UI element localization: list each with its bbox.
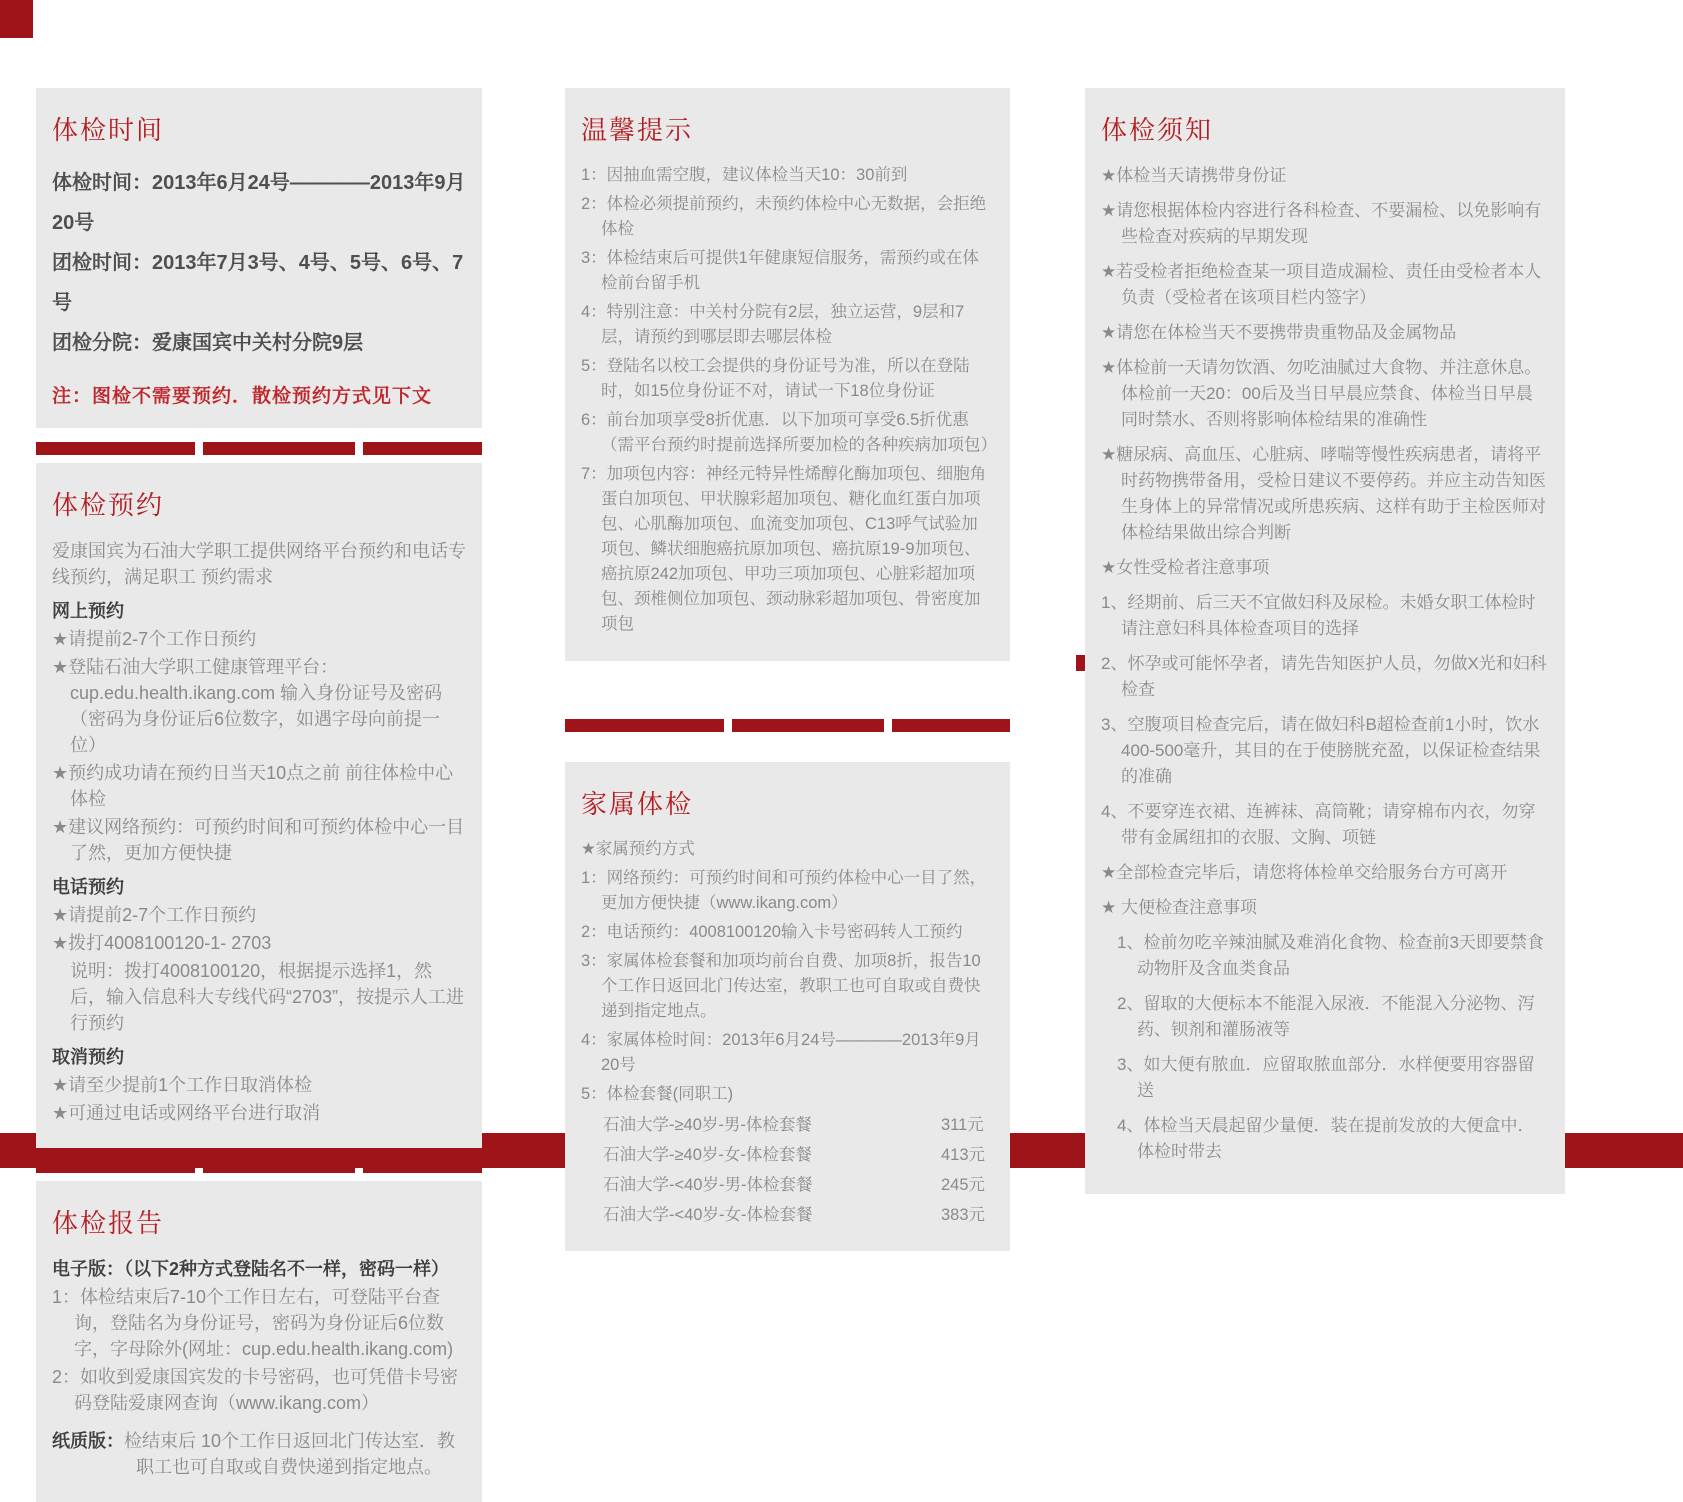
section-title-family-exam: 家属体检 [581, 789, 694, 819]
tip-item: 4：特别注意：中关村分院有2层，独立运营，9层和7层，请预约到哪层即去哪层体检 [581, 303, 965, 346]
section-title-exam-notice: 体检须知 [1101, 115, 1214, 145]
notice-item: 1、经期前、后三天不宜做妇科及尿检。未婚女职工体检时请注意妇科具体检查项目的选择 [1101, 593, 1536, 638]
stool-item: 3、如大便有脓血．应留取脓血部分．水样便要用容器留送 [1117, 1055, 1535, 1100]
online-booking-heading: 网上预约 [52, 601, 124, 621]
package-price: 383元 [941, 1206, 986, 1224]
stool-item: 2、留取的大便标本不能混入尿液．不能混入分泌物、泻药、钡剂和灌肠液等 [1117, 994, 1535, 1039]
notice-item: ★请您在体检当天不要携带贵重物品及金属物品 [1101, 323, 1457, 342]
family-item: 1：网络预约：可预约时间和可预约体检中心一目了然，更加方便快捷（www.ikang.com） [581, 869, 987, 912]
divider-segment [363, 442, 482, 455]
cancel-booking-item: ★请至少提前1个工作日取消体检 [52, 1075, 313, 1095]
notice-item: ★请您根据体检内容进行各科检查、不要漏检、以免影响有些检查对疾病的早期发现 [1101, 201, 1542, 246]
middle-column [565, 88, 1010, 1251]
divider-bar [36, 442, 482, 455]
package-price: 245元 [941, 1176, 986, 1194]
schedule-note: 注：图检不需要预约．散检预约方式见下文 [52, 386, 433, 407]
package-name: 石油大学-≥40岁-男-体检套餐 [603, 1116, 812, 1134]
notice-item: ★糖尿病、高血压、心脏病、哮喘等慢性疾病患者，请将平时药物携带备用，受检日建议不要停药。并应主动告知医生身体上的异常情况或所患疾病、这样有助于主检医师对体检结果做出综合判断 [1101, 445, 1546, 542]
online-booking-item: ★请提前2-7个工作日预约 [52, 629, 257, 649]
package-name: 石油大学-<40岁-男-体检套餐 [603, 1176, 813, 1194]
package-name: 石油大学-<40岁-女-体检套餐 [603, 1206, 813, 1224]
divider-segment [203, 442, 355, 455]
divider-segment [363, 1160, 482, 1173]
section-exam-booking [36, 463, 482, 1148]
paper-report-label: 纸质版： [52, 1431, 124, 1451]
tip-item: 3：体检结束后可提供1年健康短信服务，需预约或在体检前台留手机 [581, 249, 979, 292]
paper-report-line [52, 1428, 466, 1480]
notice-item: ★女性受检者注意事项 [1101, 558, 1270, 577]
package-row [603, 1111, 994, 1135]
notice-item: ★全部检查完毕后，请您将体检单交给服务台方可离开 [1101, 863, 1508, 882]
divider-segment [565, 719, 724, 732]
tip-item: 5：登陆名以校工会提供的身份证号为准，所以在登陆时，如15位身份证不对，请试一下18位身份证 [581, 357, 970, 400]
notice-item: ★若受检者拒绝检查某一项目造成漏检、责任由受检者本人负责（受检者在该项目栏内签字） [1101, 262, 1542, 307]
section-title-tips: 温馨提示 [581, 115, 694, 145]
left-column [36, 88, 482, 1502]
online-booking-item: ★登陆石油大学职工健康管理平台：cup.edu.health.ikang.com 输入身份证号及密码（密码为身份证后6位数字，如遇字母向前提一位） [52, 657, 443, 755]
online-booking-item: ★建议网络预约：可预约时间和可预约体检中心一目了然，更加方便快捷 [52, 817, 465, 863]
package-row [603, 1201, 994, 1225]
family-lead: ★家属预约方式 [581, 840, 695, 858]
cancel-booking-heading: 取消预约 [52, 1047, 124, 1067]
divider-segment [36, 1160, 195, 1173]
notice-item: 4、不要穿连衣裙、连裤袜、高筒靴；请穿棉布内衣，勿穿带有金属纽扣的衣服、文胸、项链 [1101, 802, 1536, 847]
family-item: 2：电话预约：4008100120输入卡号密码转人工预约 [581, 923, 963, 941]
phone-booking-heading: 电话预约 [52, 877, 124, 897]
online-booking-item: ★预约成功请在预约日当天10点之前 前往体检中心体检 [52, 763, 454, 809]
section-tips [565, 88, 1010, 661]
tip-item: 1：因抽血需空腹，建议体检当天10：30前到 [581, 166, 908, 184]
ereport-item: 1：体检结束后7-10个工作日左右，可登陆平台查询，登陆名为身份证号，密码为身份证后6位数字，字母除外(网址：cup.edu.health.ikang.com) [52, 1287, 454, 1359]
section-title-exam-booking: 体检预约 [52, 490, 165, 520]
family-item: 4：家属体检时间：2013年6月24号————2013年9月20号 [581, 1031, 981, 1074]
divider-segment [732, 719, 884, 732]
divider-bar [565, 719, 1010, 732]
package-price: 413元 [941, 1146, 986, 1164]
section-exam-schedule [36, 88, 482, 428]
ereport-heading: 电子版：（以下2种方式登陆名不一样，密码一样） [52, 1259, 450, 1279]
tip-item: 2：体检必须提前预约，未预约体检中心无数据，会拒绝体检 [581, 195, 987, 238]
ereport-item: 2：如收到爱康国宾发的卡号密码，也可凭借卡号密码登陆爱康网查询（www.ikang.com） [52, 1367, 459, 1413]
section-title-exam-report: 体检报告 [52, 1208, 165, 1238]
notice-item: 2、怀孕或可能怀孕者，请先告知医护人员，勿做X光和妇科检查 [1101, 654, 1547, 699]
divider-fragment [1076, 655, 1085, 671]
package-name: 石油大学-≥40岁-女-体检套餐 [603, 1146, 812, 1164]
notice-item: ★体检当天请携带身份证 [1101, 166, 1287, 185]
divider-bar [36, 1160, 482, 1173]
notice-item: 3、空腹项目检查完后，请在做妇科B超检查前1小时，饮水400-500毫升，其目的在于使膀胱充盈，以保证检查结果的准确 [1101, 715, 1541, 786]
corner-mark [0, 0, 33, 38]
group-branch-line: 团检分院：爱康国宾中关村分院9层 [52, 332, 364, 354]
family-item: 5：体检套餐(同职工) [581, 1085, 734, 1103]
section-title-exam-schedule: 体检时间 [52, 115, 165, 145]
phone-booking-note: 说明：拨打4008100120，根据提示选择1，然后，输入信息科大专线代码“2703”，按提示人工进行预约 [70, 961, 465, 1033]
tip-item: 7：加项包内容：神经元特异性烯醇化酶加项包、细胞角蛋白加项包、甲状腺彩超加项包、糖化血红蛋白加项包、心肌酶加项包、血流变加项包、C13呼气试验加项包、鳞状细胞癌抗原加项包、癌抗原19-9加项包、癌抗原242加项包、甲功三项加项包、心脏彩超加项包、颈椎侧位加项包、颈动脉彩超加项包、骨密度加项包 [581, 465, 987, 633]
stool-item: 1、检前勿吃辛辣油腻及难消化食物、检查前3天即要禁食动物肝及含血类食品 [1117, 933, 1544, 978]
package-row [603, 1141, 994, 1165]
stool-item: 4、体检当天晨起留少量便．装在提前发放的大便盒中．体检时带去 [1117, 1116, 1535, 1161]
right-column [1085, 88, 1565, 1194]
notice-item: ★体检前一天请勿饮酒、勿吃油腻过大食物、并注意休息。体检前一天20：00后及当日早晨应禁食、体检当日早晨同时禁水、否则将影响体检结果的准确性 [1101, 358, 1542, 429]
tip-item: 6：前台加项享受8折优惠．以下加项可享受6.5折优惠（需平台预约时提前选择所要加检的各种疾病加项包） [581, 411, 997, 454]
divider-segment [36, 442, 195, 455]
divider-segment [892, 719, 1010, 732]
section-exam-report [36, 1181, 482, 1502]
package-row [603, 1171, 994, 1195]
phone-booking-item: ★请提前2-7个工作日预约 [52, 905, 257, 925]
cancel-booking-item: ★可通过电话或网络平台进行取消 [52, 1103, 321, 1123]
package-price: 311元 [941, 1116, 984, 1134]
section-exam-notice [1085, 88, 1565, 1194]
phone-booking-item: ★拨打4008100120-1- 2703 [52, 933, 272, 953]
group-time-line: 团检时间：2013年7月3号、4号、5号、6号、7号 [52, 252, 464, 314]
booking-intro: 爱康国宾为石油大学职工提供网络平台预约和电话专线预约，满足职工 预约需求 [52, 541, 466, 587]
exam-time-line: 体检时间：2013年6月24号————2013年9月20号 [52, 172, 466, 234]
divider-segment [203, 1160, 355, 1173]
stool-heading: ★ 大便检查注意事项 [1101, 898, 1257, 917]
paper-report-text: 检结束后 10个工作日返回北门传达室．教职工也可自取或自费快递到指定地点。 [124, 1431, 456, 1477]
family-item: 3：家属体检套餐和加项均前台自费、加项8折，报告10个工作日返回北门传达室，教职工也可自取或自费快递到指定地点。 [581, 952, 981, 1020]
section-family-exam [565, 762, 1010, 1251]
